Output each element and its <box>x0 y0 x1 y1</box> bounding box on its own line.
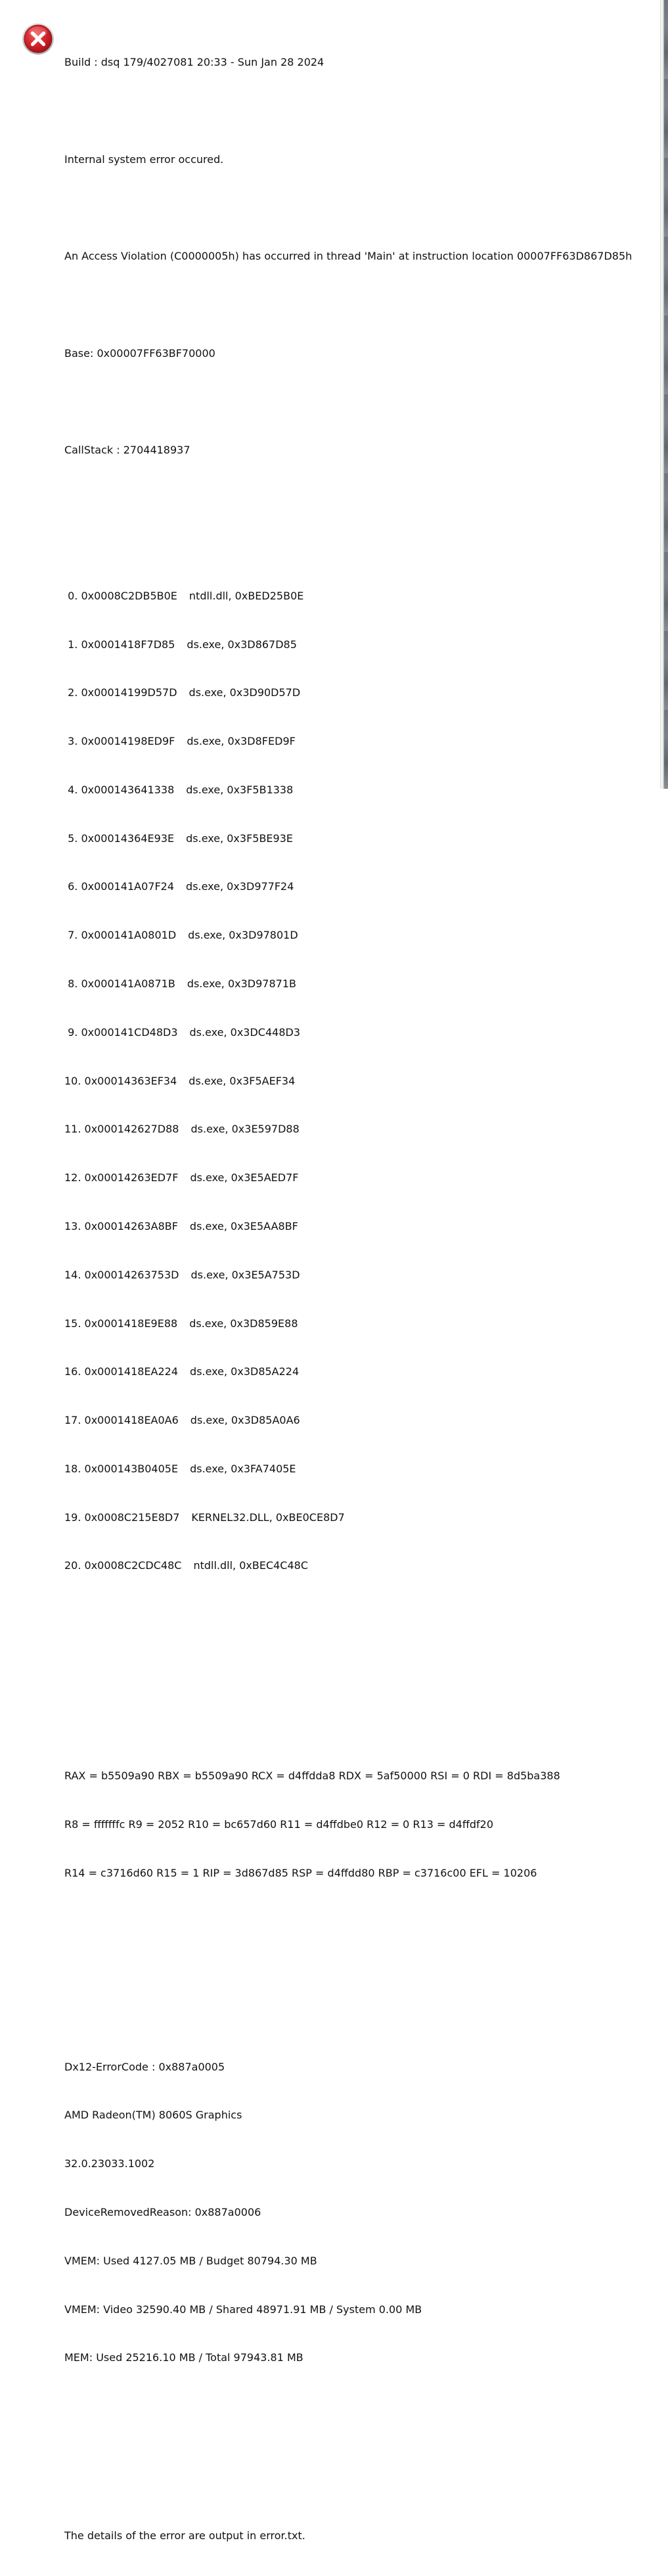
frame-module: ds.exe, 0x3E5AED7F <box>190 1171 299 1184</box>
frame-module: ds.exe, 0x3D8FED9F <box>187 735 296 748</box>
frame-module: ds.exe, 0x3D867D85 <box>187 638 297 651</box>
callstack-frame <box>64 782 656 799</box>
build-line: Build : dsq 179/4027081 20:33 - Sun Jan 28 2024 <box>64 56 324 69</box>
callstack-frame <box>64 588 656 605</box>
frame-module: ds.exe, 0x3D97871B <box>187 977 296 991</box>
frame-module: ds.exe, 0x3E5AA8BF <box>189 1219 298 1232</box>
callstack-frame <box>64 1558 656 1574</box>
callstack-frame <box>64 1073 656 1090</box>
register-line: RAX = b5509a90 RBX = b5509a90 RCX = d4ffdda8 RDX = 5af50000 RSI = 0 RDI = 8d5ba388 <box>64 1769 560 1782</box>
callstack-frame <box>64 637 656 653</box>
frame-address: 18. 0x000143B0405E <box>64 1462 179 1475</box>
error-icon <box>22 22 55 55</box>
callstack-frame <box>64 685 656 701</box>
vmem-usage: VMEM: Used 4127.05 MB / Budget 80794.30 MB <box>64 2254 317 2267</box>
callstack-frame <box>64 1461 656 1478</box>
callstack-frame <box>64 1121 656 1138</box>
callstack-list <box>64 556 656 1607</box>
footer-note: The details of the error are output in error.txt. <box>64 2529 305 2542</box>
frame-address: 0. 0x0008C2DB5B0E <box>64 589 177 602</box>
callstack-frame <box>64 879 656 895</box>
frame-address: 13. 0x00014263A8BF <box>64 1219 178 1232</box>
callstack-frame <box>64 1413 656 1429</box>
frame-module: ntdll.dll, 0xBED25B0E <box>189 589 304 602</box>
violation-text: An Access Violation (C0000005h) has occurred in thread 'Main' at instruction location 00007FF63D867D85h <box>64 250 633 263</box>
register-line: R14 = c3716d60 R15 = 1 RIP = 3d867d85 RSP = d4ffdd80 RBP = c3716c00 EFL = 10206 <box>64 1866 537 1879</box>
callstack-frame <box>64 976 656 993</box>
frame-address: 14. 0x00014263753D <box>64 1268 179 1281</box>
gpu-info <box>64 2026 656 2399</box>
frame-address: 4. 0x000143641338 <box>64 783 175 796</box>
callstack-frame <box>64 1364 656 1380</box>
frame-address: 2. 0x00014199D57D <box>64 686 177 699</box>
window-edge <box>660 0 668 789</box>
callstack-frame <box>64 1025 656 1041</box>
frame-module: ds.exe, 0x3D85A224 <box>190 1365 300 1378</box>
frame-address: 11. 0x000142627D88 <box>64 1123 179 1136</box>
callstack-frame <box>64 927 656 944</box>
register-line: R8 = fffffffc R9 = 2052 R10 = bc657d60 R11 = d4ffdbe0 R12 = 0 R13 = d4ffdf20 <box>64 1817 494 1831</box>
dx12-error-code: Dx12-ErrorCode : 0x887a0005 <box>64 2060 225 2073</box>
frame-module: ntdll.dll, 0xBEC4C48C <box>193 1559 309 1572</box>
frame-address: 15. 0x0001418E9E88 <box>64 1317 178 1330</box>
vmem-breakdown: VMEM: Video 32590.40 MB / Shared 48971.91 MB / System 0.00 MB <box>64 2303 422 2316</box>
frame-address: 3. 0x00014198ED9F <box>64 735 175 748</box>
frame-module: ds.exe, 0x3E597D88 <box>190 1123 300 1136</box>
frame-address: 5. 0x00014364E93E <box>64 831 175 845</box>
frame-address: 16. 0x0001418EA224 <box>64 1365 179 1378</box>
frame-address: 7. 0x000141A0801D <box>64 929 177 942</box>
driver-version: 32.0.23033.1002 <box>64 2157 155 2170</box>
frame-module: KERNEL32.DLL, 0xBE0CE8D7 <box>191 1510 345 1524</box>
callstack-frame <box>64 1267 656 1284</box>
frame-module: ds.exe, 0x3D85A0A6 <box>190 1414 300 1427</box>
callstack-frame <box>64 1316 656 1332</box>
gpu-name: AMD Radeon(TM) 8060S Graphics <box>64 2109 242 2122</box>
frame-module: ds.exe, 0x3FA7405E <box>190 1462 296 1475</box>
device-removed-reason: DeviceRemovedReason: 0x887a0006 <box>64 2205 261 2218</box>
callstack-frame <box>64 1219 656 1235</box>
callstack-frame <box>64 1170 656 1186</box>
frame-address: 17. 0x0001418EA0A6 <box>64 1414 179 1427</box>
frame-module: ds.exe, 0x3D90D57D <box>189 686 301 699</box>
frame-module: ds.exe, 0x3D859E88 <box>189 1317 298 1330</box>
base-address: Base: 0x00007FF63BF70000 <box>64 346 215 360</box>
frame-module: ds.exe, 0x3DC448D3 <box>189 1025 301 1039</box>
callstack-frame <box>64 734 656 750</box>
frame-module: ds.exe, 0x3D97801D <box>188 929 298 942</box>
frame-address: 6. 0x000141A07F24 <box>64 880 175 893</box>
frame-module: ds.exe, 0x3F5AEF34 <box>189 1074 296 1087</box>
frame-module: ds.exe, 0x3D977F24 <box>186 880 294 893</box>
frame-address: 20. 0x0008C2CDC48C <box>64 1559 182 1572</box>
frame-address: 12. 0x00014263ED7F <box>64 1171 179 1184</box>
frame-address: 8. 0x000141A0871B <box>64 977 175 991</box>
callstack-frame <box>64 1510 656 1526</box>
frame-address: 1. 0x0001418F7D85 <box>64 638 175 651</box>
frame-address: 10. 0x00014363EF34 <box>64 1074 177 1087</box>
register-dump <box>64 1736 656 1914</box>
frame-module: ds.exe, 0x3F5B1338 <box>186 783 294 796</box>
frame-module: ds.exe, 0x3E5A753D <box>190 1268 300 1281</box>
callstack-frame <box>64 831 656 847</box>
error-title: Internal system error occured. <box>64 152 224 166</box>
error-message <box>64 22 656 2576</box>
callstack-header: CallStack : 2704418937 <box>64 444 190 457</box>
frame-module: ds.exe, 0x3F5BE93E <box>186 831 294 845</box>
frame-address: 9. 0x000141CD48D3 <box>64 1025 178 1039</box>
mem-usage: MEM: Used 25216.10 MB / Total 97943.81 MB <box>64 2351 303 2364</box>
frame-address: 19. 0x0008C215E8D7 <box>64 1510 180 1524</box>
